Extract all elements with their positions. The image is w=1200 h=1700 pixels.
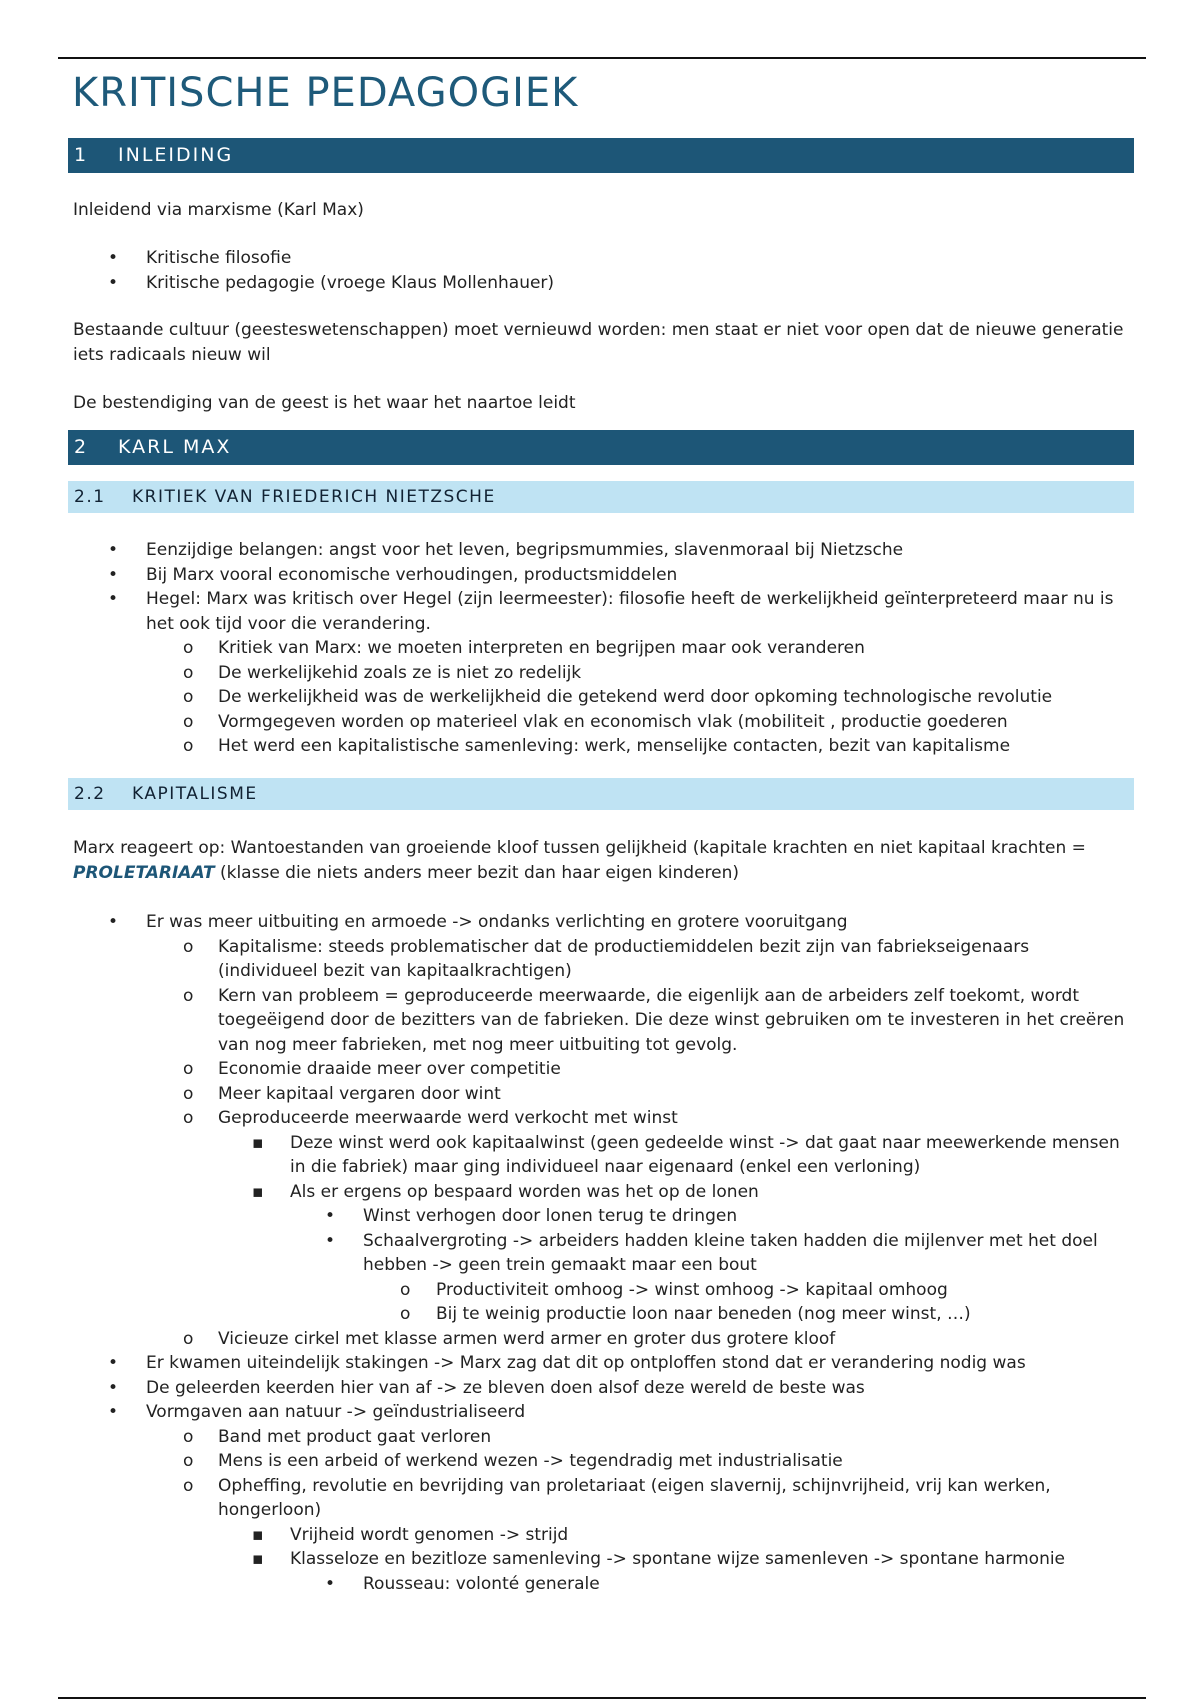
list-item-text: Als er ergens op bespaard worden was het op de lonen xyxy=(290,1181,759,1202)
bullet-marker: • xyxy=(108,1402,119,1422)
circle-marker: o xyxy=(183,1328,194,1349)
list-item xyxy=(0,984,1200,1058)
bullet-marker: • xyxy=(325,1206,336,1226)
section-title: KARL MAX xyxy=(118,436,232,458)
section-heading-inleiding xyxy=(68,138,1134,173)
circle-marker: o xyxy=(183,687,194,707)
list-item-text: De werkelijkheid was de werkelijkheid die getekend werd door opkoming technologische revolutie xyxy=(218,687,1053,707)
list-item-text: Eenzijdige belangen: angst voor het leven, begripsmummies, slavenmoraal bij Nietzsche xyxy=(146,540,904,560)
section-number: 1 xyxy=(74,144,89,166)
list-item xyxy=(0,1327,1200,1352)
circle-marker: o xyxy=(400,1279,411,1300)
list-item xyxy=(0,1180,1200,1205)
list-item-text: Bij Marx vooral economische verhoudingen, productsmiddelen xyxy=(146,564,678,585)
list-item-text: Kritische filosofie xyxy=(146,248,292,268)
list-item-text: Economie draaide meer over competitie xyxy=(218,1059,561,1079)
list-item-text: Kritiek van Marx: we moeten interpreten en begrijpen maar ook veranderen xyxy=(218,638,865,658)
circle-marker: o xyxy=(183,1059,194,1079)
document-title: KRITISCHE PEDAGOGIEK xyxy=(72,70,579,116)
inleiding-bullet-list xyxy=(0,246,1200,295)
list-item-text: Hegel: Marx was kritisch over Hegel (zijn leermeester): filosofie heeft de werkelijkheid geïnterpreteerd maar nu is het ook tijd voor die verandering. xyxy=(146,589,1114,634)
list-item-text: Geproduceerde meerwaarde werd verkocht met winst xyxy=(218,1108,678,1128)
square-marker: ▪ xyxy=(252,1549,264,1569)
intro-text: Marx reageert op: Wantoestanden van groeiende kloof tussen gelijkheid (kapitale krachten en niet kapitaal krachten = xyxy=(73,838,1086,858)
list-item xyxy=(0,1057,1200,1082)
bottom-rule xyxy=(58,1697,1146,1699)
proletariaat-emphasis: PROLETARIAAT xyxy=(73,862,215,883)
list-item xyxy=(0,1523,1200,1548)
list-item-text: Vicieuze cirkel met klasse armen werd armer en groter dus grotere kloof xyxy=(218,1328,836,1349)
subsection-number: 2.1 xyxy=(74,487,106,507)
list-item xyxy=(0,563,1200,588)
list-item-text: Band met product gaat verloren xyxy=(218,1426,492,1447)
list-item xyxy=(0,685,1200,710)
circle-marker: o xyxy=(183,711,194,732)
list-item-text: Mens is een arbeid of werkend wezen -> tegendradig met industrialisatie xyxy=(218,1451,843,1471)
circle-marker: o xyxy=(183,1083,194,1104)
subsection-title: KRITIEK VAN FRIEDERICH NIETZSCHE xyxy=(132,487,496,507)
list-item xyxy=(0,636,1200,661)
list-item-text: Er was meer uitbuiting en armoede -> ondanks verlichting en grotere vooruitgang xyxy=(146,912,848,932)
list-item-text: Meer kapitaal vergaren door wint xyxy=(218,1083,501,1104)
list-item xyxy=(0,910,1200,935)
circle-marker: o xyxy=(183,638,194,658)
section-heading-karl-max xyxy=(68,430,1134,465)
circle-marker: o xyxy=(183,936,194,957)
list-item-text: De geleerden keerden hier van af -> ze bleven doen alsof deze wereld de beste was xyxy=(146,1377,865,1398)
list-item-text: Vormgegeven worden op materieel vlak en economisch vlak (mobiliteit , productie goederen xyxy=(218,711,1008,732)
subsection-heading-kapitalisme xyxy=(68,778,1134,810)
list-item-text: Deze winst werd ook kapitaalwinst (geen gedeelde winst -> dat gaat naar meewerkende mensen in die fabriek) maar ging individueel naar eigenaard (enkel een verloning) xyxy=(290,1132,1120,1177)
list-item xyxy=(0,1449,1200,1474)
list-item xyxy=(0,710,1200,735)
bullet-marker: • xyxy=(108,248,119,268)
list-item-text: Bij te weinig productie loon naar beneden (nog meer winst, …) xyxy=(436,1304,971,1324)
section-number: 2 xyxy=(74,436,89,458)
list-item-text: Klasseloze en bezitloze samenleving -> spontane wijze samenleven -> spontane harmonie xyxy=(290,1549,1066,1569)
bullet-marker: • xyxy=(108,589,119,609)
list-item xyxy=(0,734,1200,759)
list-item xyxy=(0,1204,1200,1229)
list-item-text: Winst verhogen door lonen terug te dringen xyxy=(363,1206,738,1226)
list-item xyxy=(0,1474,1200,1523)
circle-marker: o xyxy=(183,1451,194,1471)
circle-marker: o xyxy=(183,1108,194,1128)
list-item xyxy=(0,1425,1200,1450)
list-item-text: Er kwamen uiteindelijk stakingen -> Marx zag dat dit op ontploffen stond dat er verandering nodig was xyxy=(146,1353,1026,1373)
bullet-marker: • xyxy=(325,1230,336,1251)
list-item-text: Vormgaven aan natuur -> geïndustrialiseerd xyxy=(146,1402,526,1422)
subsection-number: 2.2 xyxy=(74,784,106,804)
circle-marker: o xyxy=(183,1426,194,1447)
bullet-marker: • xyxy=(108,1377,119,1398)
list-item-text: Kern van probleem = geproduceerde meerwaarde, die eigenlijk aan de arbeiders zelf toekomt, wordt toegeëigend door de bezitters van de fabrieken. Die deze winst gebruiken om te investeren in het creëren van nog meer fabrieken, met nog meer uitbuiting tot gevolg. xyxy=(218,985,1125,1055)
list-item xyxy=(0,1400,1200,1425)
list-item xyxy=(0,587,1200,636)
intro-text: (klasse die niets anders meer bezit dan haar eigen kinderen) xyxy=(214,862,740,883)
circle-marker: o xyxy=(183,662,194,683)
list-item xyxy=(0,1302,1200,1327)
list-item xyxy=(0,271,1200,296)
list-item xyxy=(0,538,1200,563)
list-item xyxy=(0,1106,1200,1131)
list-item xyxy=(0,1278,1200,1303)
circle-marker: o xyxy=(183,1475,194,1496)
inleiding-paragraph-1: Bestaande cultuur (geesteswetenschappen) moet vernieuwd worden: men staat er niet voor open dat de nieuwe generatie iets radicaals nieuw wil xyxy=(73,320,1124,365)
circle-marker: o xyxy=(183,985,194,1006)
list-item xyxy=(0,661,1200,686)
list-item xyxy=(0,1351,1200,1376)
list-item-text: Vrijheid wordt genomen -> strijd xyxy=(290,1524,569,1545)
bullet-marker: • xyxy=(108,564,119,585)
bullet-marker: • xyxy=(108,912,119,932)
list-item-text: Opheffing, revolutie en bevrijding van proletariaat (eigen slavernij, schijnvrijheid, vrij kan werken, hongerloon) xyxy=(218,1475,1051,1520)
list-item xyxy=(0,1376,1200,1401)
list-item xyxy=(0,1229,1200,1278)
list-item xyxy=(0,1547,1200,1572)
list-item-text: Schaalvergroting -> arbeiders hadden kleine taken hadden die mijlenver met het doel hebben -> geen trein gemaakt maar een bout xyxy=(363,1230,1098,1275)
square-marker: ▪ xyxy=(252,1132,264,1153)
bullet-marker: • xyxy=(325,1573,336,1594)
square-marker: ▪ xyxy=(252,1524,264,1545)
bullet-marker: • xyxy=(108,540,119,560)
top-rule xyxy=(58,57,1146,59)
list-item-text: De werkelijkehid zoals ze is niet zo redelijk xyxy=(218,662,582,683)
square-marker: ▪ xyxy=(252,1181,264,1202)
list-item-text: Productiviteit omhoog -> winst omhoog -> kapitaal omhoog xyxy=(436,1279,948,1300)
list-item-text: Het werd een kapitalistische samenleving: werk, menselijke contacten, bezit van kapitalisme xyxy=(218,736,1011,756)
list-item-text: Kritische pedagogie (vroege Klaus Mollenhauer) xyxy=(146,272,555,293)
inleiding-intro: Inleidend via marxisme (Karl Max) xyxy=(73,200,364,220)
kapitalisme-list xyxy=(0,910,1200,1596)
list-item xyxy=(0,1572,1200,1597)
list-item-text: Kapitalisme: steeds problematischer dat de productiemiddelen bezit zijn van fabriekseigenaars (individueel bezit van kapitaalkrachtigen) xyxy=(218,936,1030,981)
list-item xyxy=(0,1131,1200,1180)
list-item-text: Rousseau: volonté generale xyxy=(363,1573,600,1594)
list-item xyxy=(0,935,1200,984)
nietzsche-list xyxy=(0,538,1200,759)
inleiding-paragraph-2: De bestendiging van de geest is het waar het naartoe leidt xyxy=(73,393,576,413)
circle-marker: o xyxy=(183,736,194,756)
section-title: INLEIDING xyxy=(118,144,234,166)
subsection-heading-nietzsche xyxy=(68,481,1134,513)
bullet-marker: • xyxy=(108,272,119,293)
subsection-title: KAPITALISME xyxy=(132,784,258,804)
list-item xyxy=(0,246,1200,271)
kapitalisme-intro xyxy=(73,836,1133,885)
bullet-marker: • xyxy=(108,1353,119,1373)
list-item xyxy=(0,1082,1200,1107)
circle-marker: o xyxy=(400,1304,411,1324)
